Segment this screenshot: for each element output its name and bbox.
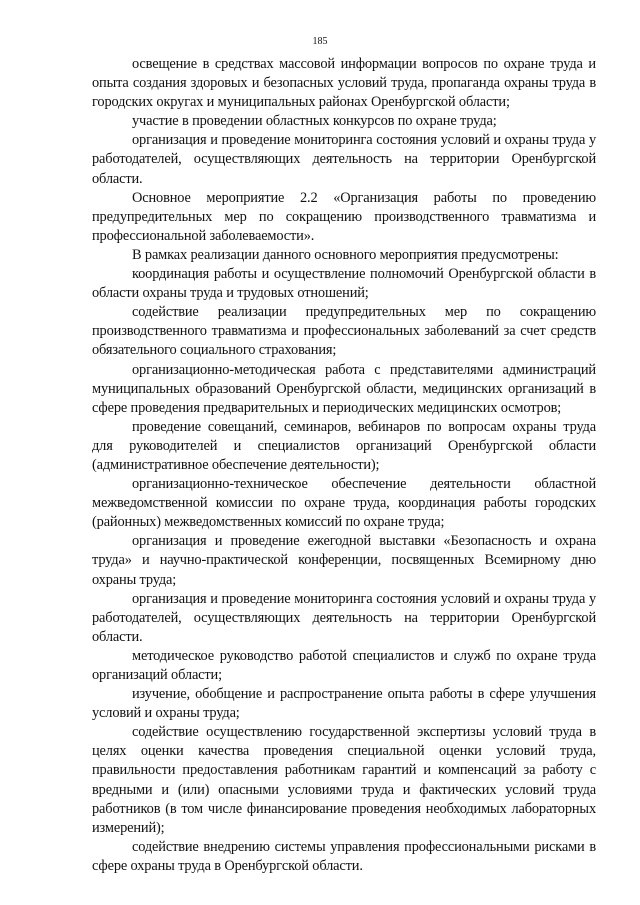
paragraph: организационно-методическая работа с представителями администраций муниципальных образований Оренбургской области, медицинских организаций в сфере проведения предварительных и периодических медицинских осмотров;: [92, 361, 596, 416]
paragraph: организация и проведение мониторинга состояния условий и охраны труда у работодателей, осуществляющих деятельность на территории Оренбургской области.: [92, 132, 596, 187]
paragraph: Основное мероприятие 2.2 «Организация работы по проведению предупредительных мер по сокращению производственного травматизма и профессиональной заболеваемости».: [92, 189, 596, 244]
paragraph: освещение в средствах массовой информации вопросов по охране труда и опыта создания здоровых и безопасных условий труда, пропаганда охраны труда в городских округах и муниципальных районах Оренбургской области;: [92, 56, 596, 111]
paragraph: организационно-техническое обеспечение деятельности областной межведомственной комиссии по охране труда, координация работы городских (районных) межведомственных комиссий по охране труда;: [92, 476, 596, 531]
paragraph: В рамках реализации данного основного мероприятия предусмотрены:: [132, 246, 559, 263]
paragraph: организация и проведение ежегодной выставки «Безопасность и охрана труда» и научно-практической конференции, посвященных Всемирному дню охраны труда;: [92, 533, 596, 588]
paragraph: содействие внедрению системы управления профессиональными рисками в сфере охраны труда в Оренбургской области.: [92, 838, 596, 874]
paragraph: проведение совещаний, семинаров, вебинаров по вопросам охраны труда для руководителей и специалистов организаций Оренбургской области (административное обеспечение деятельности);: [92, 418, 596, 473]
paragraph: содействие реализации предупредительных мер по сокращению производственного травматизма и профессиональных заболеваний за счет средств обязательного социального страхования;: [92, 304, 596, 359]
page-number: 185: [312, 36, 328, 47]
paragraph: участие в проведении областных конкурсов по охране труда;: [132, 113, 497, 130]
body-text: [92, 55, 596, 876]
paragraph: изучение, обобщение и распространение опыта работы в сфере улучшения условий и охраны труда;: [92, 686, 596, 722]
paragraph: методическое руководство работой специалистов и служб по охране труда организаций области;: [92, 647, 596, 683]
paragraph: организация и проведение мониторинга состояния условий и охраны труда у работодателей, осуществляющих деятельность на территории Оренбургской области.: [92, 590, 596, 645]
paragraph: содействие осуществлению государственной экспертизы условий труда в целях оценки качества проведения специальной оценки условий труда, правильности предоставления работникам гарантий и компенсаций за работу с вредными и (или) опасными условиями труда и фактических условий труда работников (в том числе финансирование проведения необходимых лабораторных измерений);: [92, 724, 596, 836]
paragraph: координация работы и осуществление полномочий Оренбургской области в области охраны труда и трудовых отношений;: [92, 266, 596, 302]
